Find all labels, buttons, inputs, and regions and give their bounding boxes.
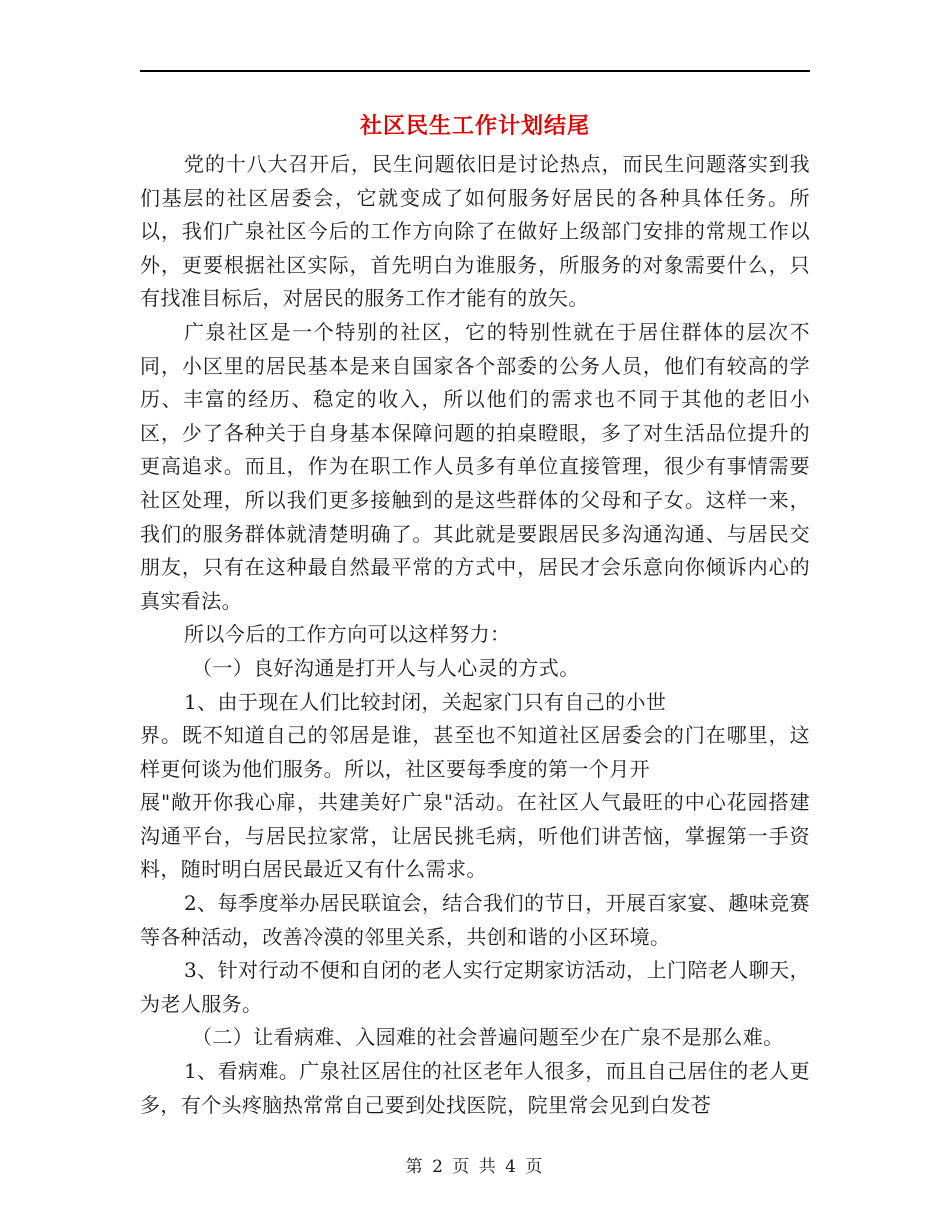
document-body bbox=[140, 148, 810, 1122]
page-number: 第 2 页 共 4 页 bbox=[405, 1157, 545, 1177]
list-item-1-1-cont2: 展"敞开你我心扉，共建美好广泉"活动。在社区人气最旺的中心花园搭建沟通平台，与居民拉家常，让居民挑毛病，听他们讲苦恼，掌握第一手资料，随时明白居民最近又有什么需求。 bbox=[140, 790, 810, 882]
section-heading-1: （一）良好沟通是打开人与人心灵的方式。 bbox=[192, 655, 580, 680]
document-title: 社区民生工作计划结尾 bbox=[359, 113, 590, 139]
paragraph-direction: 所以今后的工作方向可以这样努力： bbox=[184, 622, 511, 647]
list-item-1-1: 1、由于现在人们比较封闭，关起家门只有自己的小世 bbox=[184, 689, 667, 714]
list-item-2-1: 1、看病难。广泉社区居住的社区老年人很多，而且自己居住的老人更多，有个头疼脑热常常自己要到处找医院，院里常会见到白发苍 bbox=[140, 1059, 810, 1117]
section-heading-2: （二）让看病难、入园难的社会普遍问题至少在广泉不是那么难。 bbox=[192, 1025, 784, 1050]
header-rule bbox=[140, 70, 810, 72]
paragraph-community: 广泉社区是一个特别的社区，它的特别性就在于居住群体的层次不同，小区里的居民基本是来自国家各个部委的公务人员，他们有较高的学历、丰富的经历、稳定的收入，所以他们的需求也不同于其他的老旧小区，少了各种关于自身基本保障问题的拍桌瞪眼，多了对生活品位提升的更高追求。而且，作为在职工作人员多有单位直接管理，很少有事情需要社区处理，所以我们更多接触到的是这些群体的父母和子女。这样一来，我们的服务群体就清楚明确了。其此就是要跟居民多沟通沟通、与居民交朋友，只有在这种最自然最平常的方式中，居民才会乐意向你倾诉内心的真实看法。 bbox=[140, 319, 810, 613]
list-item-1-2: 2、每季度举办居民联谊会，结合我们的节日，开展百家宴、趣味竞赛等各种活动，改善冷漠的邻里关系，共创和谐的小区环境。 bbox=[140, 891, 810, 949]
list-item-1-1-cont: 界。既不知道自己的邻居是谁，甚至也不知道社区居委会的门在哪里，这样更何谈为他们服务。所以，社区要每季度的第一个月开 bbox=[140, 723, 810, 781]
paragraph-intro: 党的十八大召开后，民生问题依旧是讨论热点，而民生问题落实到我们基层的社区居委会，它就变成了如何服务好居民的各种具体任务。所以，我们广泉社区今后的工作方向除了在做好上级部门安排的常规工作以外，更要根据社区实际，首先明白为谁服务，所服务的对象需要什么，只有找准目标后，对居民的服务工作才能有的放矢。 bbox=[140, 152, 810, 311]
list-item-1-3: 3、针对行动不便和自闭的老人实行定期家访活动，上门陪老人聊天，为老人服务。 bbox=[140, 958, 810, 1016]
